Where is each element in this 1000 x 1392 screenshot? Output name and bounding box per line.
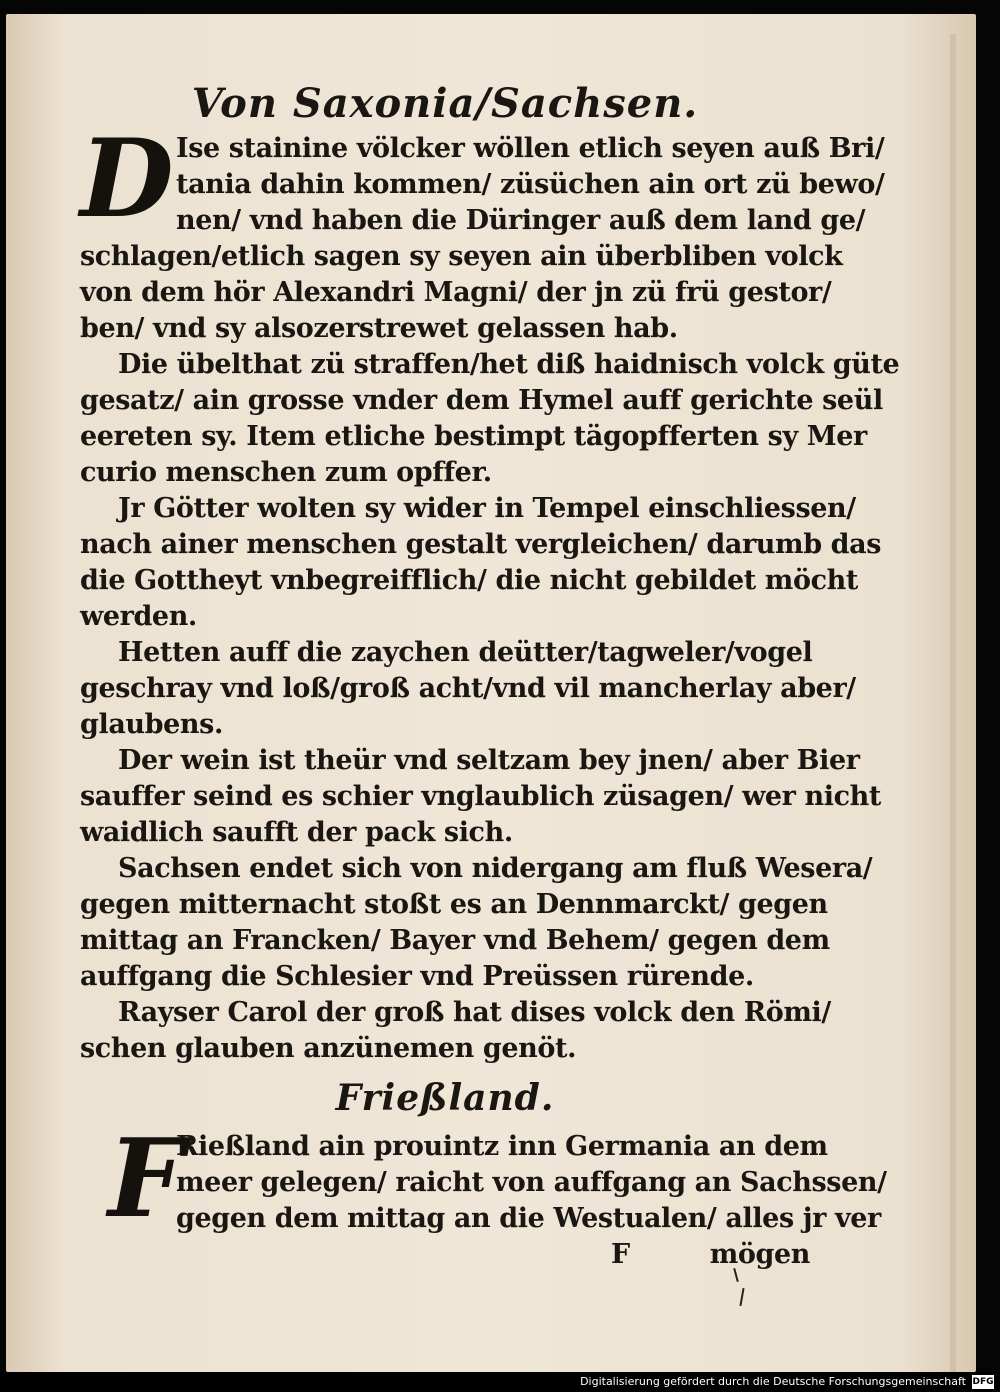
- text-line: eereten sy. Item etliche bestimpt tägopfferten sy Mer: [80, 421, 867, 452]
- text-line: Die übelthat zü straffen/het diß haidnisch volck güte: [118, 349, 900, 380]
- text-line: tania dahin kommen/ züsüchen ain ort zü bewo/: [176, 169, 885, 200]
- text-line: geschray vnd loß/groß acht/vnd vil mancherlay aber/: [80, 673, 856, 704]
- text-line: auffgang die Schlesier vnd Preüssen rürende.: [80, 961, 754, 992]
- catchword: mögen: [709, 1239, 810, 1270]
- text-line: nen/ vnd haben die Düringer auß dem land ge/: [176, 205, 866, 236]
- digitization-footer: [0, 1372, 1000, 1392]
- text-line: waidlich saufft der pack sich.: [80, 817, 513, 848]
- page-edge: [950, 34, 956, 1374]
- text-line: ben/ vnd sy alsozerstrewet gelassen hab.: [80, 313, 678, 344]
- text-line: nach ainer menschen gestalt vergleichen/ darumb das: [80, 529, 882, 560]
- text-line: curio menschen zum opffer.: [80, 457, 492, 488]
- text-column: [80, 70, 900, 1273]
- text-line: Jr Götter wolten sy wider in Tempel einschliessen/: [118, 493, 856, 524]
- text-line: gesatz/ ain grosse vnder dem Hymel auff gerichte seül: [80, 385, 883, 416]
- text-line: schlagen/etlich sagen sy seyen ain überbliben volck: [80, 241, 843, 272]
- page-bottom-line: [80, 1237, 810, 1273]
- signature-mark: F: [610, 1239, 630, 1270]
- text-line: schen glauben anzünemen genöt.: [80, 1033, 577, 1064]
- text-line: die Gottheyt vnbegreifflich/ die nicht gebildet möcht: [80, 565, 858, 596]
- text-line: Der wein ist theür vnd seltzam bey jnen/ aber Bier: [118, 745, 860, 776]
- text-line: werden.: [80, 601, 197, 632]
- paragraph: [80, 635, 856, 743]
- text-line: Ise stainine völcker wöllen etlich seyen auß Bri/: [176, 133, 885, 164]
- section-title-friesland: Frießland.: [335, 1077, 555, 1119]
- text-line: mittag an Francken/ Bayer vnd Behem/ gegen dem: [80, 925, 830, 956]
- text-line: gegen dem mittag an die Westualen/ alles jr ver: [176, 1203, 881, 1234]
- drop-block-saxonia: [80, 116, 885, 242]
- paragraph: [80, 491, 882, 635]
- text-line: Rayser Carol der groß hat dises volck den Römi/: [118, 997, 831, 1028]
- drop-block-friesland: [80, 1116, 887, 1242]
- dfg-logo: DFG: [972, 1377, 994, 1387]
- drop-initial-d: D: [80, 116, 174, 242]
- paragraph: [80, 743, 881, 851]
- section-title-saxonia: Von Saxonia/Sachsen.: [191, 80, 699, 127]
- text-line: meer gelegen/ raicht von auffgang an Sachssen/: [176, 1167, 887, 1198]
- paragraph: [80, 995, 831, 1067]
- paragraph: [80, 851, 873, 995]
- text-line: glaubens.: [80, 709, 223, 740]
- text-line: sauffer seind es schier vnglaublich züsagen/ wer nicht: [80, 781, 881, 812]
- drop-initial-f: F: [108, 1116, 185, 1242]
- footer-text: Digitalisierung gefördert durch die Deutsche Forschungsgemeinschaft: [580, 1375, 966, 1388]
- text-line: Hetten auff die zaychen deütter/tagweler/vogel: [118, 637, 813, 668]
- paragraph: [80, 347, 900, 491]
- text-line: von dem hör Alexandri Magni/ der jn zü frü gestor/: [80, 277, 832, 308]
- text-line: Sachsen endet sich von nidergang am fluß Wesera/: [118, 853, 873, 884]
- text-line: gegen mitternacht stoßt es an Dennmarckt/ gegen: [80, 889, 828, 920]
- text-line: Rießland ain prouintz inn Germania an dem: [176, 1131, 828, 1162]
